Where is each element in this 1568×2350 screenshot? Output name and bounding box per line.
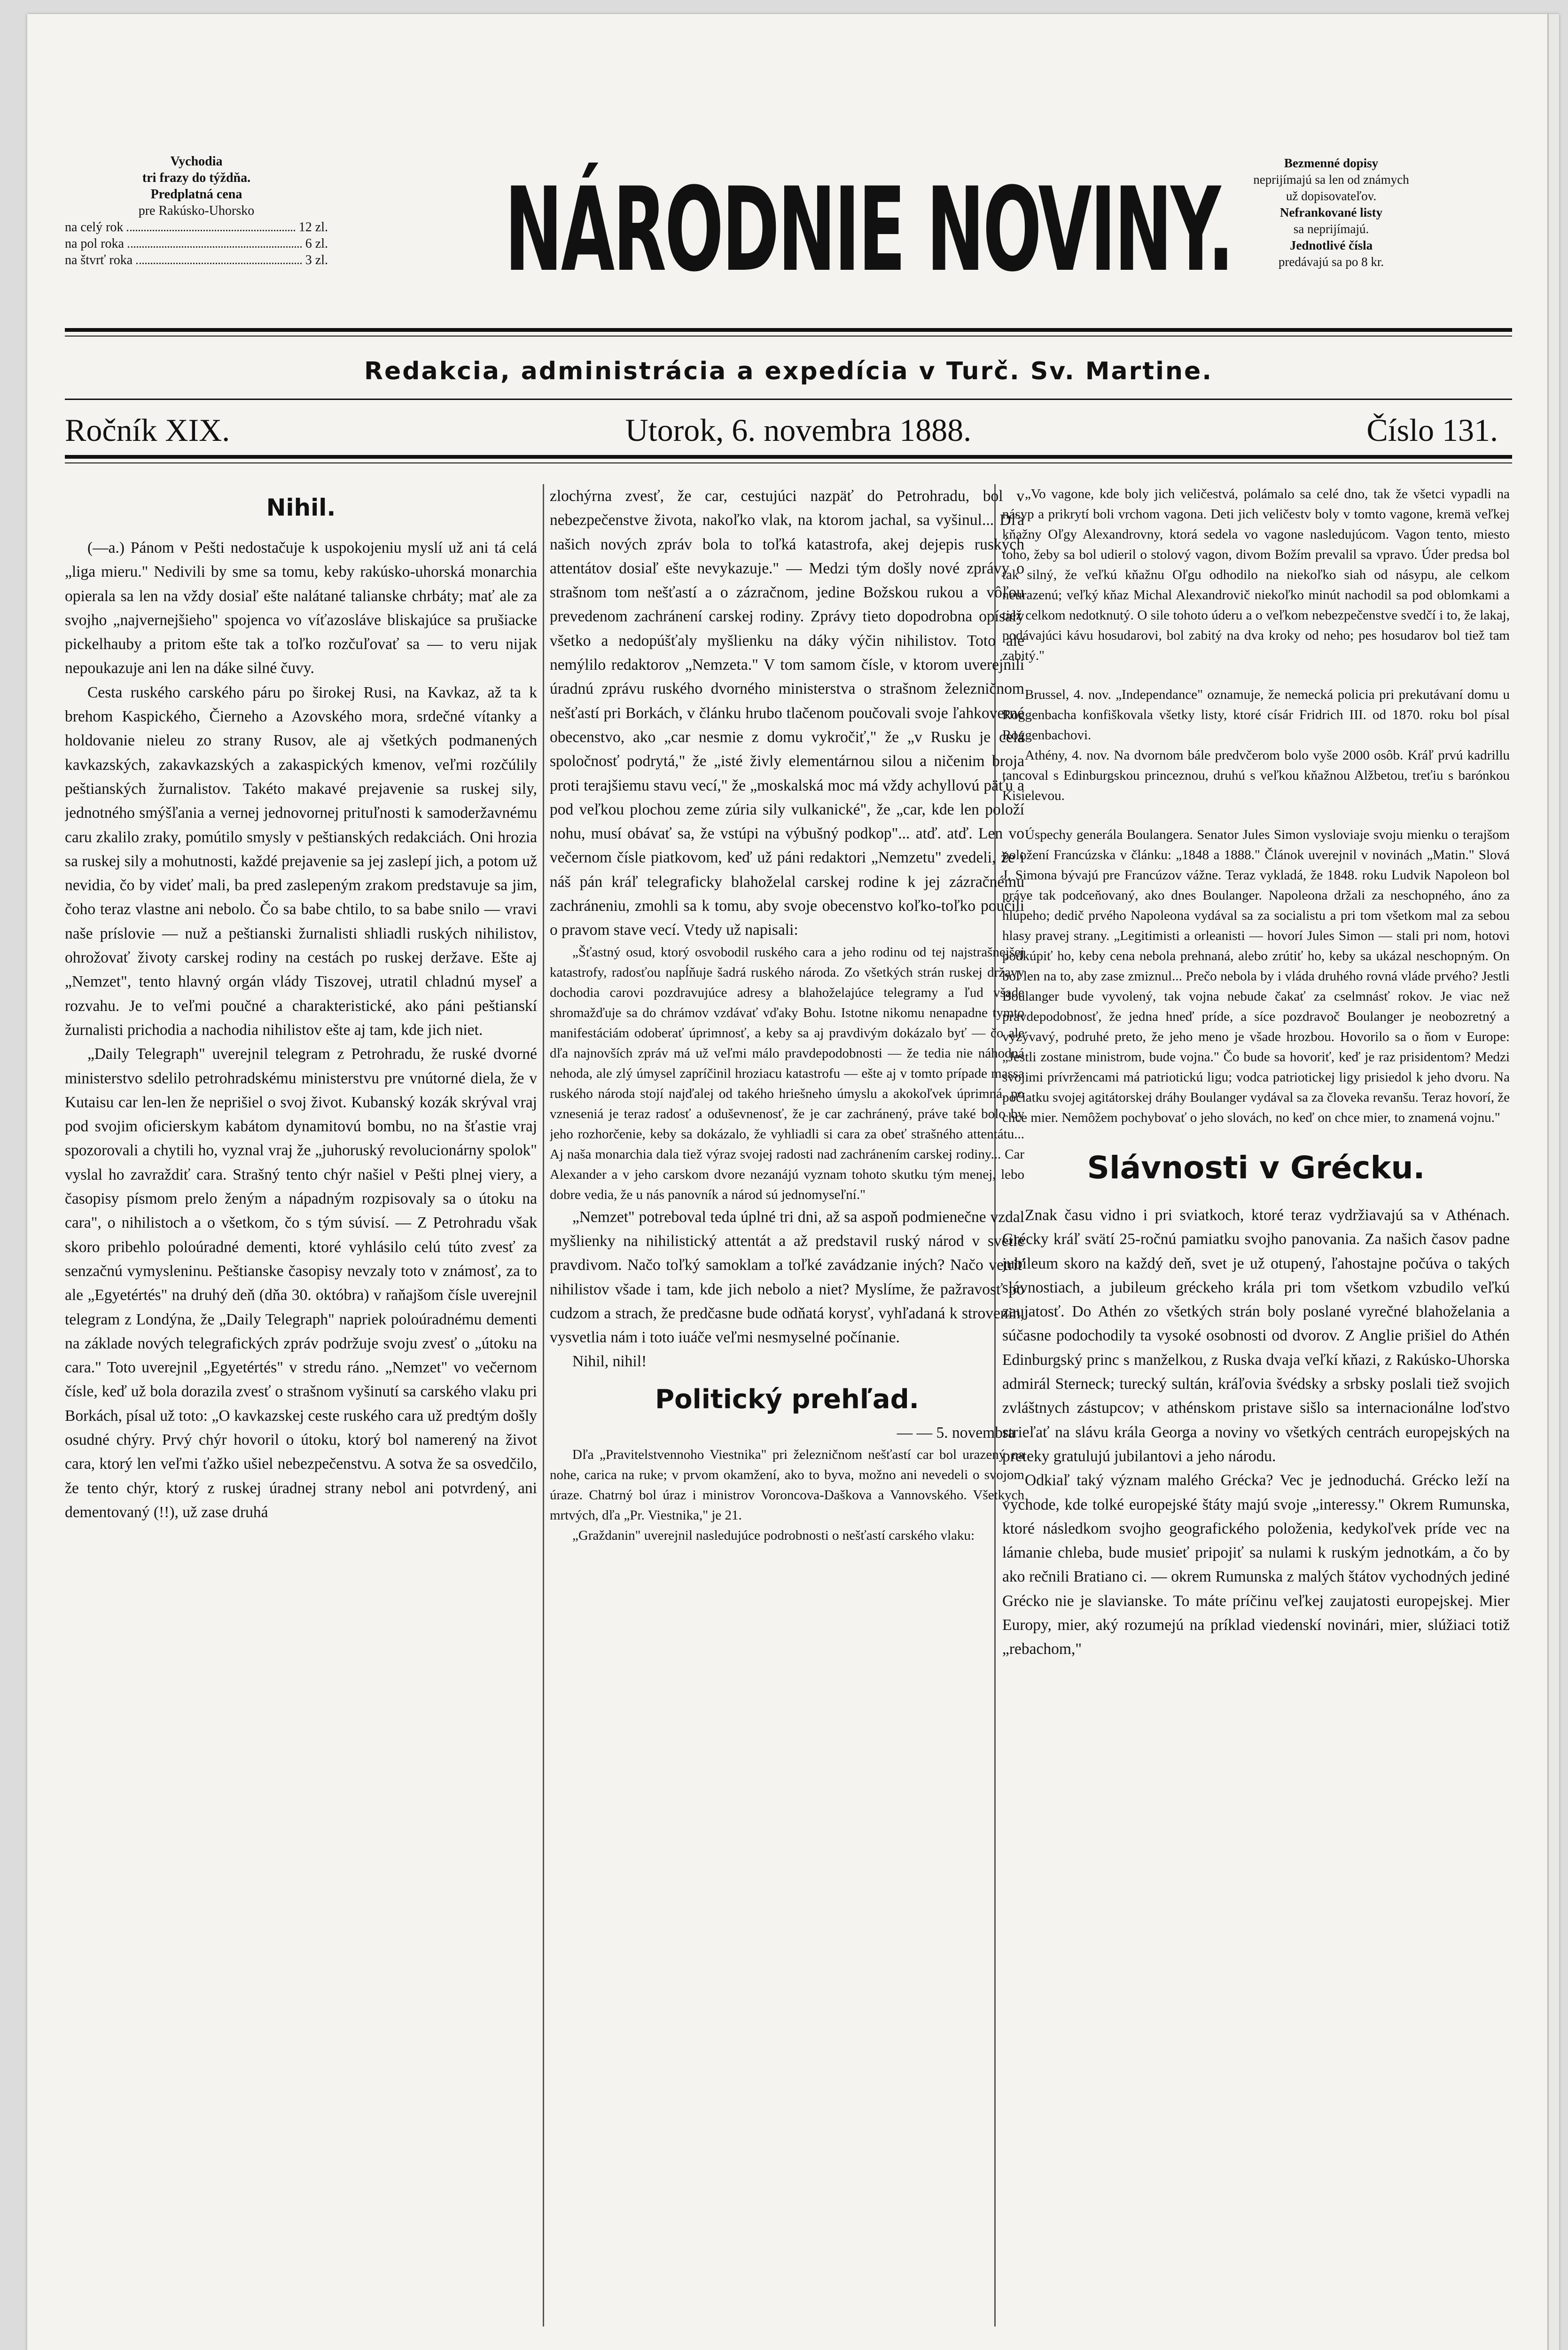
paragraph: zlochýrna zvesť, že car, cestujúci nazpäť do Petrohradu, bol v nebezpečenstve života, nakoľko vlak, na ktorom jachal, sa vyšinul... Dľa našich nových zpráv bola to toľká katastrofa, akej dejepis ruských attentátov dosiaľ ešte nevykazuje." — Medzi tým došly nové zprávy o strašnom tom nešťastí a o zázračnom, jedine Božskou rukou a vôľou prevedenom zachránení carskej rodiny. Zprávy tieto dopodrobna opísaly všetko a nedopúšťaly myšlienku na dáky výčin nihilistov. Toto ale nemýlilo redaktorov „Nemzeta." V tom samom čísle, v ktorom uverejnili úradnú zprávu ruského dvorného ministerstva o strašnom železničnom nešťastí pri Borkách, v článku hrubo tlačenom poučovali svoje ľahkoverné obecenstvo, ako „car nesmie z domu vykročiť," že „v Rusku je celá spoločnosť podrytá," že „isté živly elementárnou silou a ničenim broja proti terajšiemu stavu vecí," že „moskalská moc má vždy achyllovú päťu a pod veľkou plochou zeme zúria sily vulkanické", že „car, kde len položí nohu, musí obávať sa, že vstúpi na výbušný podkop"... atď. atď. Len vo večernom čísle piatkovom, keď už páni redaktori „Nemzetu" zvedeli, že i náš pán kráľ telegraficky blahoželal carskej rodine k jej zázračnému zachráneniu, zmohli sa k tomu, aby svoje obecenstvo koľko-toľko poučili o pravom stave vecí. Vtedy už napisali: [550,487,1024,939]
column-1 [65,484,537,2341]
paragraph: (—a.) Pánom v Pešti nedostačuje k uspokojeniu myslí už ani tá celá „liga mieru." Nedivili by sme sa tomu, keby rakúsko-uhorská monarchia opierala sa len na vždy dosiaľ ešte nalátané talianske chrbáty; mať ale za svojho „najvernejšieho" spojenca vo víťazosláve bliskajúce sa prušiacke pickelhauby a pritom ešte tak a toľko rozčuľovať sa — to veru nijak nepoukazuje ani len na dáke silné čuvy. [65,539,537,677]
article-title: Nihil. [266,494,336,521]
paragraph: „Graždanin" uverejnil nasledujúce podrobnosti o nešťastí carského vlaku: [572,1528,975,1543]
issue-line [65,411,1498,449]
column-divider [543,484,544,2326]
header-rule-thin [65,336,1512,337]
news-atheny: Athény, 4. nov. Na dvornom bále predvčerom bolo vyše 2000 osôb. Kráľ prvú kadrillu tancoval s Edinburgskou princeznou, druhú s veľkou kňažnou Alžbetou, treťiu s barónkou Kisielevou. [1002,748,1510,803]
publisher-address: Redakcia, administrácia a expedícia v Turč. Sv. Martine. [364,357,1213,385]
frequency-text: tri frazy do týždňa. [142,171,251,185]
price-region: pre Rakúsko-Uhorsko [138,204,255,218]
page-edge [1547,14,1559,2350]
paragraph: „Daily Telegraph" uverejnil telegram z Petrohradu, že ruské dvorné ministerstvo sdelilo petrohradskému ministerstvu pre vnútorné diela, že v Kutaisu car len-len že neprišiel o svoj život. Kubanský kozák skrýval vraj pod svojim oficierskym kabátom dynamitovú bombu, no na šťastie vraj spozorovali a chytili ho, vyznal vraj že „juhoruský revolucionárny spolok" vyslal ho zavraždiť cara. Strašný tento chýr našiel v Pešti plnej viery, a časopisy písmom prelo ženým a nápadným rozpisovaly sa o útoku na cara", o nihilistoch a o všetkom, čo s tým súvisí. — Z Petrohradu však skoro pribehlo poloúradné dementi, ktoré vyhlásilo celú túto zvesť za senzačnú vymysleninu. Peštianske časopisy nevzaly toto v známosť, za to ale „Egyetértés" na druhý deň (dňa 30. októbra) v raňajšom čísle uverejnil telegram z Londýna, že „Daily Telegraph" napriek poloúradnému dementi na základe nových telegrafických zpráv podržuje svoju zvesť o „útoku na cara." Toto uverejnil „Egyetértés" v stredu ráno. „Nemzet" vo večernom čísle, keď už bola dorazila zvesť o strašnom vyšinutí sa carského vlaku pri Borkách, písal už toto: „O kavkazskej ceste ruského cara už predtým došly osudné chýry. Prvý chýr hovoril o útoku, ktorý bol namerený na život cara, ktorý len veľmi ťažko ušiel nebezpečenstvu. A sotva že sa osvedčilo, že tento chýr, ktorý z ruskej úradnej strany nebol ani potvrdený, ani dementovaný (!!), už zase druhá [65,1045,537,1521]
newspaper-page [27,14,1559,2350]
newspaper-title: NÁRODNIE NOVINY. [505,163,1233,298]
paragraph: „Nemzet" potreboval teda úplné tri dni, až sa aspoň podmienečne vzdal myšlienky na nihilistický attentát a až predstavil ruský národ v svetle pravdivom. Načo toľký samoklam a toľké zavádzanie iných? Načo vetriť nihilistov všade i tam, kde jich nebolo a niet? Myslíme, že pažravosť po cudzom a strach, že predčasne bude odňatá korysť, vyhľadaná k strovenin, vysvetlia nám i toto iuáče veľmi nesmyselné počínanie. [550,1208,1024,1347]
article-title: Slávnosti v Grécku. [1087,1150,1425,1186]
issue-rule [65,455,1512,459]
price-row: na celý rok 12 zl. [65,220,328,235]
volume-number: Ročník XIX. [65,412,230,448]
paragraph: Odkiaľ taký význam malého Grécka? Vec je jednoduchá. Grécko leží na vychode, kde tolké europejské štáty majú svoje „interessy." Okrem Rumunska, ktoré následkom svojho geografického položenia, kedykoľvek príde vec na lámanie chleba, bude musieť pripojiť sa nulami k ruským jednotkám, a čo by ako rečnili Bratiano ci. — okrem Rumunska z malých štátov vychodných jediné Grécko nie je slavianske. To máte príčinu veľkej zaujatosti europejskej. Mier Europy, mier, aký rozumejú na príklad viedenskí novinári, mier, slúžiaci totiž „rebachom," [1002,1472,1510,1658]
editorial-notice: Bezmenné dopisy neprijímajú sa len od známych už dopisovateľov. Nefrankované listy sa neprijímajú. Jednotlivé čísla predávajú sa po 8 kr. [1253,156,1409,269]
issue-number: Číslo 131. [1366,412,1498,448]
paragraph: Znak času vidno i pri sviatkoch, ktoré teraz vydržiavajú sa v Athénach. Grécky kráľ svätí 25-ročnú pamiatku svojho panovania. Za našich časov padne jubileum skoro na každý deň, svet je už otupený, ľahostajne počúva o takých slávnostiach, a jubileum gréckeho krála pri tom všetkom vzbudilo veľkú zaujatosť. Do Athén zo všetkých strán boly poslané vyrečné blahoželania a súčasne podochodily ta vysoké osobnosti od dvorov. Z Anglie prišiel do Athén Edinburgský princ s manželkou, z Ruska dvaja veľkí kňazi, z Rakúsko-Uhorska admirál Sterneck; turecký sultán, kráľovia švédsky a srbsky poslali tiež svojich zvláštnych zástupcov; v athénskom pristave sišlo sa internacionálne loďstvo strieľať na slávu krála Georga a noviny vo všetkých centrách europejských na preteky gratulujú jubilantovi a jeho národu. [1002,1206,1510,1465]
price-heading: Predplatná cena [150,187,242,202]
header-rule [65,328,1512,332]
paragraph: Dľa „Pravitelstvennoho Viestnika" pri železničnom nešťastí car bol urazený na nohe, carica na ruke; v prvom okamžení, ako to byva, možno ani nevedeli o svojom úraze. Chatrný bol úraz i ministrov Voroncova-Daškova a Vannovského. Všetkych mrtvých, dľa „Pr. Viestnika," je 21. [550,1447,1024,1523]
issue-rule-thin [65,462,1512,463]
quotation: „Šťastný osud, ktorý osvobodil ruského cara a jeho rodinu od tej najstrašnejšej katastrofy, radosťou napĺňuje šadrá ruského národa. Zo všetkých strán ruskej državy dochodia carovi pozdravujúce adresy a blahoželajúce telegramy a ľud všade shromažďuje sa do chrámov vzdávať vďaky Bohu. Istotne nikomu nenapadne tymto manifestáciám odoberať úprimnosť, a keby sa aj pravdivým dokázalo byť — čo ale dľa najnovších zpráv má už veľmi málo pravdepodobnosti — že tedia nie náhodná nehoda, ale zlý úmysel zapríčinil hroziacu katastrofu — ešte aj v tomto prípade massa ruského národa stojí najďalej od takého hriešneho úmyslu a akokoľvek úprimná, po vzneseniá je teraz radosť a oduševnenosť, že je car zachránený, práve také bolo by jeho rozhorčenie, keby sa dokázalo, že vyhliadli si cara za obeť strašného attentátu... Aj naša monarchia dala tiež výraz svojej radosti nad zachránením carskej rodiny... Car Alexander a v jeho carskom dvore nezanájú vyznam tohoto skutku tým menej, lebo dobre vedia, že u nás panovník a národ sú jednomyseľní." [550,944,1024,1202]
column-3 [1002,484,1510,2341]
issue-date: Utorok, 6. novembra 1888. [625,412,972,448]
paragraph: Nihil, nihil! [572,1353,647,1371]
news-boulanger: Úspechy generála Boulangera. Senator Jules Simon vysloviaje svoju mienku o terajšom položení Francúzska v článku: „1848 a 1888." Článok uverejnil v novinách „Matin." Slová J. Simona bývajú pre Francúzov vážne. Teraz vykladá, že 1848. roku Ludvik Napoleon bol práve tak podceňovaný, ako dnes Boulanger. Napoleona držali za neschopného, áno za hlúpeho; dedič prvého Napoleona vydával sa za socialistu a pri tom všetkom mal za sebou hlasy pravej strany. „Legitimisti a orleanisti — hovorí Jules Simon — stali pri nom, hotovi podkúpiť ho, keby cena nebola prehnaná, alebo zrútiť ho, keby sa ukázal neschopným. On bol len na to, aby zase zmiznul... Prečo nebola by i vláda druhého rovná vláde prvého? Jestli Boulanger bude vyvolený, tak vojna nebude čakať za cselmnásť rokov. Je viac než pravdepodobnosť, že jedna hneď príde, a síce pozdravoč Boulanger je neobozretný a vyzývavý, podruhé preto, že jeho meno je všade hrozbou. Hovorilo sa o ňom v Europe: „Jestli zostane ministrom, bude vojna." Čo bude sa hovoriť, keď je raz prisidentom? Medzi svojimi prívržencami má patriotickú ligu; vodca patriotickej ligy prisiedol k jeho dvoru. Na počiatku svojej agitátorskej dráhy Boulanger vydával sa za človeka revanšu. Teraz hovorí, že chce mier. Nemôžem pochybovať o jeho slovách, no keď on chce mier, to znamená vojnu." [1002,827,1510,1125]
column-2 [550,484,1024,2341]
section-title: Politický prehľad. [655,1384,919,1415]
price-row: na pol roka 6 zl. [65,236,328,251]
subscription-info [65,153,328,268]
paragraph: Cesta ruského carského páru po širokej Rusi, na Kavkaz, až ta k brehom Kaspického, Čierneho a Azovského mora, srdečné vítanky a holdovanie nieleu zo strany Rusov, ale aj všetkých podmanených kavkazských, zakavkazských a zakaspických kmenov, veľmi rozčúlily peštianských žurnalistov. Takéto makavé prejavenie sa ruskej sily, jednotného smýšľania a vernej jednovornej prituľnosti k samoderžavnému caru zkalilo zraky, pomútilo smysly v peštianských redakciách. Oni hrozia sa ruskej sily a mohutnosti, každé prejavenie sa jej zaslepí jich, a potom už nevidia, čo by videť mali, ba pred zaslepeným zrakom predstavuje sa jim, čoho teraz vlastne ani nebolo. Čo sa babe chtilo, to sa babe snilo — vravi naše príslovie — nuž a peštianski žurnalisti shliadli ruských nihilistov, ohrožovať životy carskej rodiny na cestách po ruskej deržave. Ešte aj „Nemzet", tento hlavný orgán vlády Tiszovej, utratil chladnú myseľ a rozvahu. Je to veľmi poučné a charakteristické, ako páni peštianskí žurnalisti prichodia a nachodia nihilistov ešte aj tam, kde jich niet. [65,683,537,1039]
news-brussel: Brussel, 4. nov. „Independance" oznamuje, že nemecká policia pri prekutávaní domu u Roggenbacha konfiškovala všetky listy, ktoré císár Fridrich III. od 1870. roku bol písal Roggenbachovi. [1002,687,1510,743]
price-row: na štvrť roka 3 zl. [65,253,328,267]
quotation: „Vo vagone, kde boly jich veličestvá, polámalo sa celé dno, tak že všetci vypadli na násyp a prikrytí boli vrchom vagona. Deti jich veličestv boly v tomto vagone, kremä veľkej kňažny Oľgy Alexandrovny, ktorá sedela vo vagone nasledujúcom. Vagon tento, miesto toho, žeby sa bol udieril o stolový vagon, divom Božím prevalil sa vpravo. Úder predsa bol tak silný, že veľkú kňažnu Oľgu odhodilo na niekoľko siah od násypu, ale celkom neurazenú; veľký kňaz Michal Alexandrovič niekoľko minút nachodil sa pod oblomkami a tiež celkom nedotknutý. O sile tohoto úderu a o veľkom nebezpečenstve svedčí i to, že lakaj, podávajúci kávu hosudarovi, bol zabitý na dva kroky od neho; pes hosudarov bol tiež tam zabitý." [1002,486,1510,663]
frequency-heading: Vychodia [170,154,223,169]
address-rule [65,399,1512,400]
dateline: — — 5. novembra [897,1424,1015,1441]
